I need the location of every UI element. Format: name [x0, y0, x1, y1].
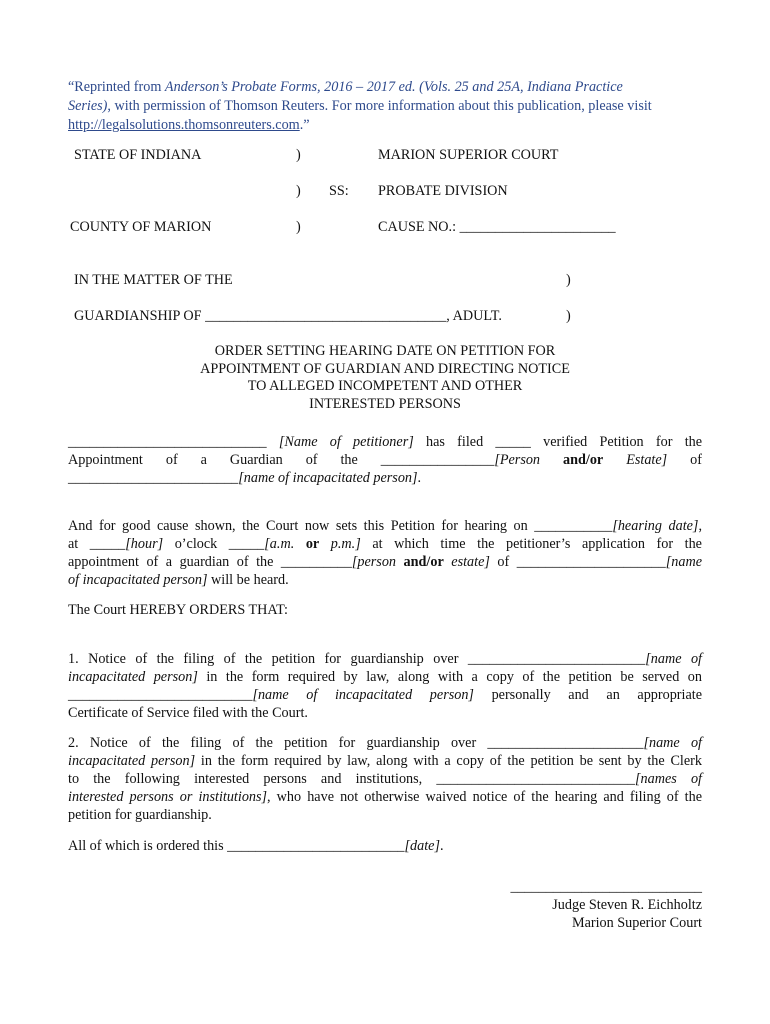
- reprint-notice-line-2: Series), with permission of Thomson Reuters. For more information about this publication, please visit: [68, 98, 652, 114]
- matter-line-1: IN THE MATTER OF THE: [74, 272, 233, 288]
- hearing-paragraph: And for good cause shown, the Court now sets this Petition for hearing on ___________[hearing date], at _____[hour] o’clock _____[a.m. or p.m.] at which time the petitioner’s application for the appointment of a guardian of the __________[person and/or estate] of _____________________[name of incapacitated person] will be heard.: [68, 518, 703, 588]
- caption-ss: SS:: [329, 183, 349, 199]
- thomson-reuters-link[interactable]: http://legalsolutions.thomsonreuters.com: [68, 117, 300, 133]
- reprint-notice-line-1: “Reprinted from Anderson’s Probate Forms, 2016 – 2017 ed. (Vols. 25 and 25A, Indiana Practice: [68, 79, 623, 95]
- petition-paragraph: ____________________________ [Name of petitioner] has filed _____ verified Petition for the Appointment of a Guardian of the ________________[Person and/or Estate] of ________________________[name of incapacitated person].: [68, 434, 703, 486]
- caption-court: MARION SUPERIOR COURT: [378, 147, 559, 163]
- caption-paren-3: ): [296, 219, 301, 235]
- orders-intro: The Court HEREBY ORDERS THAT:: [68, 602, 288, 618]
- caption-county: COUNTY OF MARION: [70, 219, 212, 235]
- order-item-2: 2. Notice of the filing of the petition for guardianship over ______________________[name of incapacitated person] in the form required by law, along with a copy of the petition be sent by the Clerk to the following interested persons and institutions, ____________________________[names of interested persons or institutions], who have not otherwise waived notice of the hearing and filing of the petition for guardianship.: [68, 735, 703, 823]
- caption-division: PROBATE DIVISION: [378, 183, 508, 199]
- order-title-line-2: APPOINTMENT OF GUARDIAN AND DIRECTING NOTICE: [200, 360, 570, 377]
- matter-paren-2: ): [566, 308, 571, 324]
- caption-cause-no: CAUSE NO.: ______________________: [378, 219, 616, 235]
- order-title: [0, 343, 770, 413]
- caption-state: STATE OF INDIANA: [74, 147, 202, 163]
- order-item-1: 1. Notice of the filing of the petition for guardianship over _________________________[name of incapacitated person] in the form required by law, along with a copy of the petition be served on __________________________[name of incapacitated person] personally and an appropriate Certificate of Service filed with the Court.: [68, 651, 702, 721]
- matter-line-2: GUARDIANSHIP OF __________________________________, ADULT.: [74, 308, 502, 324]
- signature-line: ___________________________: [510, 879, 702, 895]
- caption-paren-2: ): [296, 183, 301, 199]
- reprint-notice-line-3: http://legalsolutions.thomsonreuters.com.”: [68, 117, 310, 133]
- judge-court: Marion Superior Court: [571, 915, 702, 931]
- order-title-line-4: INTERESTED PERSONS: [309, 395, 461, 412]
- judge-name: Judge Steven R. Eichholtz: [552, 897, 702, 913]
- order-title-line-1: ORDER SETTING HEARING DATE ON PETITION FOR: [214, 343, 556, 359]
- ordered-date-line: All of which is ordered this _________________________[date].: [68, 838, 444, 854]
- matter-paren-1: ): [566, 272, 571, 288]
- caption-paren-1: ): [296, 147, 301, 163]
- order-title-line-3: TO ALLEGED INCOMPETENT AND OTHER: [247, 378, 523, 394]
